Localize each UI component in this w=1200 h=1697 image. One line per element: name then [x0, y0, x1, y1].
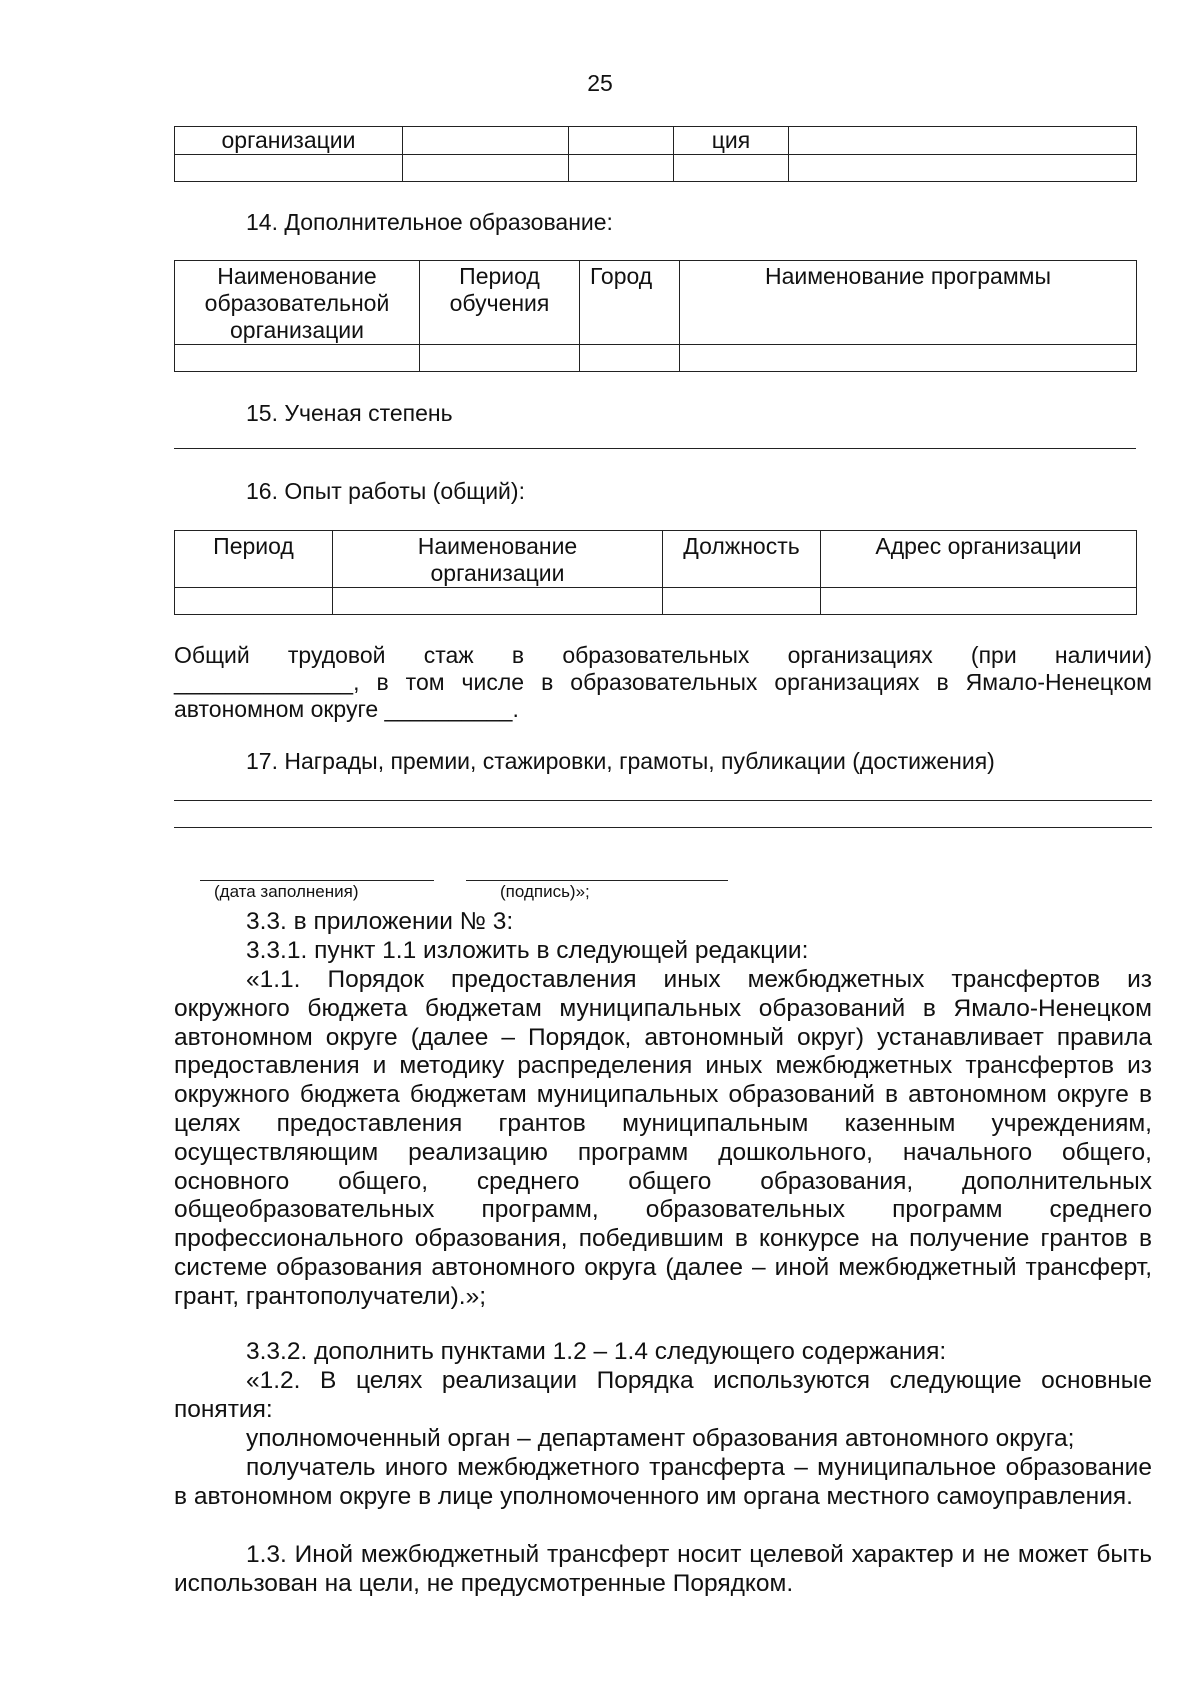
table-cell [403, 155, 569, 182]
paragraph: уполномоченный орган – департамент образования автономного округа; [246, 1425, 1075, 1452]
table-cell [569, 155, 674, 182]
table-cell [175, 345, 420, 372]
paragraph: «1.1. Порядок предоставления иных межбюджетных трансфертов из окружного бюджета бюджетам муниципальных образований в Ямало-Ненецком автономном округе (далее – Порядок, автономный округ) устанавливает правила предоставления и методику распределения иных межбюджетных трансфертов из окружного бюджета бюджетам муниципальных образований в автономном округе в целях предоставления грантов муниципальным казенным учреждениям, осуществляющим реализацию программ дошкольного, начального общего, основного общего, среднего общего образования, дополнительных общеобразовательных программ, образовательных программ среднего профессионального образования, победившим в конкурсе на получение грантов в системе образования автономного округа (далее – иной межбюджетный трансферт, грант, грантополучатели).»; [174, 966, 1152, 1310]
table-header-cell: Период [175, 531, 333, 588]
section-14-heading: 14. Дополнительное образование: [246, 209, 613, 235]
table-header-cell: Наименование организации [333, 531, 663, 588]
table-header-cell: Период обучения [420, 261, 580, 345]
table-cell [175, 588, 333, 615]
table-cell [789, 127, 1137, 155]
section-15-heading: 15. Ученая степень [246, 400, 453, 426]
date-label: (дата заполнения) [214, 882, 359, 901]
work-experience-table [174, 530, 1137, 615]
table-header-cell: Город [580, 261, 680, 345]
table-header-cell: Должность [663, 531, 821, 588]
date-line [200, 880, 434, 881]
signature-label: (подпись)»; [500, 882, 590, 901]
table-header-cell: Наименование программы [680, 261, 1137, 345]
additional-education-table [174, 260, 1137, 372]
table-cell [333, 588, 663, 615]
fill-line [174, 800, 1152, 801]
paragraph: «1.2. В целях реализации Порядка используются следующие основные понятия: [174, 1367, 1152, 1423]
section-17-heading: 17. Награды, премии, стажировки, грамоты, публикации (достижения) [246, 748, 995, 774]
table-cell [420, 345, 580, 372]
experience-line-2: ______________, в том числе в образовательных организациях в Ямало-Ненецком [174, 669, 1152, 695]
paragraph: 3.3.1. пункт 1.1 изложить в следующей редакции: [246, 937, 809, 964]
paragraph: получатель иного межбюджетного трансферта – муниципальное образование в автономном округе в лице уполномоченного им органа местного самоуправления. [174, 1454, 1152, 1510]
table-cell [663, 588, 821, 615]
table-cell [580, 345, 680, 372]
table-cell [789, 155, 1137, 182]
table-cell [175, 155, 403, 182]
education-table-continuation [174, 126, 1137, 182]
fill-line [174, 448, 1136, 449]
section-16-heading: 16. Опыт работы (общий): [246, 478, 525, 504]
paragraph: 1.3. Иной межбюджетный трансферт носит целевой характер и не может быть использован на цели, не предусмотренные Порядком. [174, 1541, 1152, 1597]
experience-line-3: автономном округе __________. [174, 696, 519, 722]
table-header-cell: Наименование образовательной организации [175, 261, 420, 345]
table-cell [674, 155, 789, 182]
table-cell [403, 127, 569, 155]
signature-line [466, 880, 728, 881]
experience-line-1: Общий трудовой стаж в образовательных организациях (при наличии) [174, 642, 1152, 668]
table-cell [680, 345, 1137, 372]
table-cell: организации [175, 127, 403, 155]
page-number: 25 [587, 70, 613, 96]
paragraph: 3.3.2. дополнить пунктами 1.2 – 1.4 следующего содержания: [246, 1338, 947, 1365]
paragraph: 3.3. в приложении № 3: [246, 908, 514, 935]
table-header-cell: Адрес организации [821, 531, 1137, 588]
table-cell: ция [674, 127, 789, 155]
table-cell [569, 127, 674, 155]
table-cell [821, 588, 1137, 615]
fill-line [174, 827, 1152, 828]
